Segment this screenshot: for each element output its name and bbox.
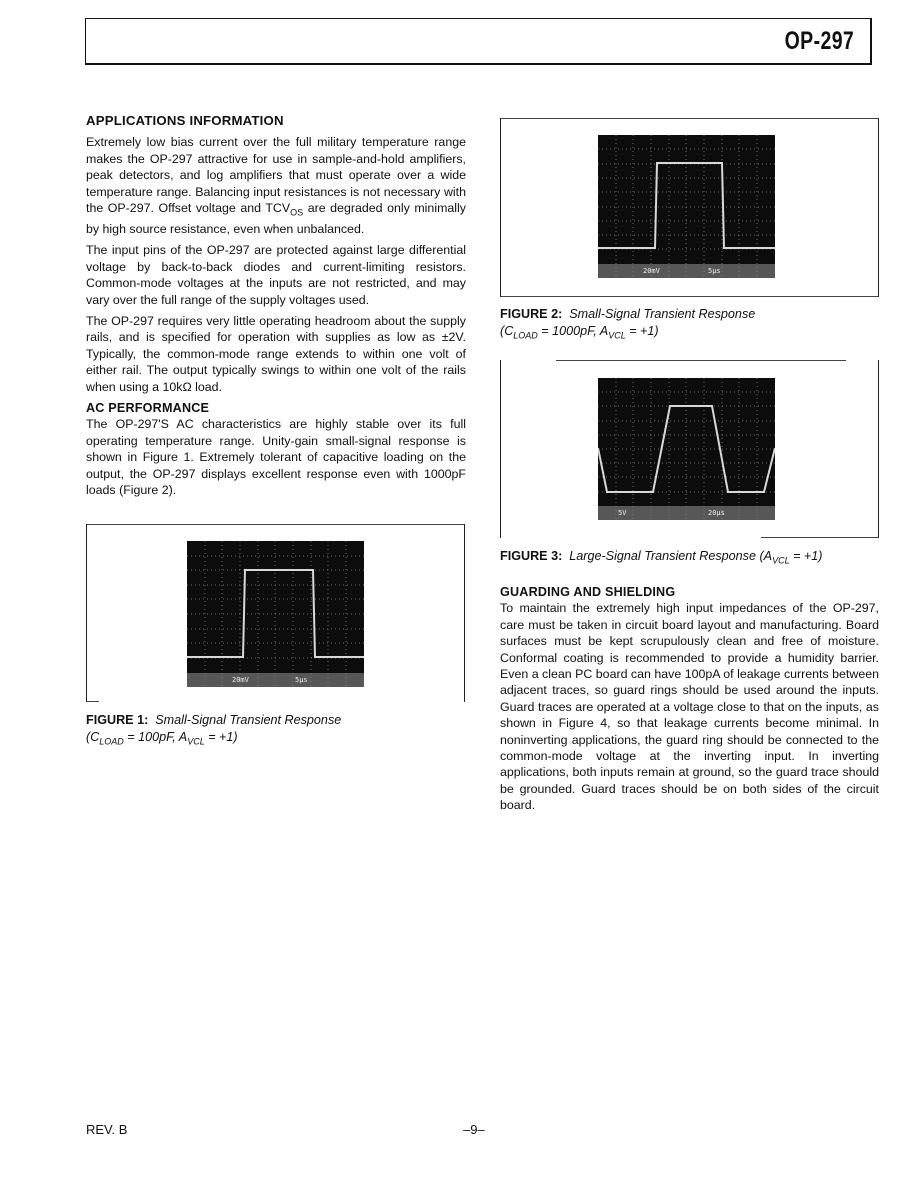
figure-1-cond: (C	[86, 730, 100, 744]
figure-1-cond: = +1)	[204, 730, 238, 744]
figure-1-caption	[86, 712, 466, 751]
figure-1-frame	[86, 524, 465, 702]
figure-3-label: FIGURE 3:	[500, 549, 563, 563]
revision-label: REV. B	[86, 1122, 128, 1137]
figure-2-caption	[500, 306, 879, 345]
svg-text:20mV: 20mV	[643, 267, 660, 275]
scope-trace	[187, 541, 364, 687]
paragraph-text: are degraded only minimally by high source resistance, even when unbalanced.	[86, 201, 466, 236]
figure-2-cond: = +1)	[625, 324, 659, 338]
figure-1-label: FIGURE 1:	[86, 713, 149, 727]
scope-trace	[598, 135, 775, 278]
paragraph-headroom: The OP-297 requires very little operating headroom about the supply rails, and is specified for operation with supplies as low as ±2V. Typically, the common-mode range extends to within one volt of either rail. The output typically swings to within one volt of the rails when using a 10kΩ load.	[86, 313, 466, 394]
guarding-heading: GUARDING AND SHIELDING	[500, 585, 676, 599]
figure-3-sub: VCL	[772, 555, 790, 566]
paragraph-bias-current	[86, 134, 466, 237]
figure-3-frame	[500, 360, 879, 538]
figure-3-caption	[500, 548, 879, 570]
figure-1-title: Small-Signal Transient Response	[155, 713, 342, 727]
svg-text:20mV: 20mV	[232, 676, 249, 684]
figure-2-title: Small-Signal Transient Response	[569, 307, 756, 321]
ac-performance-heading: AC PERFORMANCE	[86, 400, 210, 415]
right-column	[500, 584, 879, 819]
figure-1-cond: = 100pF, A	[123, 730, 188, 744]
svg-text:5V: 5V	[618, 509, 627, 517]
left-column	[86, 113, 466, 503]
page-number: –9–	[463, 1122, 485, 1137]
figure-1-oscilloscope	[187, 541, 364, 687]
figure-3-oscilloscope	[598, 378, 775, 520]
scope-trace	[598, 378, 775, 520]
svg-text:20µs: 20µs	[708, 509, 725, 517]
paragraph-guarding: To maintain the extremely high input impedances of the OP-297, care must be taken in circuit board layout and manufacturing. Board surfaces must be kept scrupulously clean and free of moisture. Conformal coating is recommended to provide a humidity barrier. Even a clean PC board can have 100pA of leakage currents between adjacent traces, so guard rings should be used around the inputs. Guard traces are operated at a voltage close to that on the inputs, as shown in Figure 4, so that leakage currents become minimal. In noninverting applications, the guard ring should be connected to the common-mode voltage at the inverting input. In inverting applications, both inputs remain at ground, so the guard trace should be grounded. Guard traces should be on both sides of the circuit board.	[500, 601, 879, 813]
svg-text:5µs: 5µs	[708, 267, 721, 275]
figure-2-label: FIGURE 2:	[500, 307, 563, 321]
figure-2-cond: (C	[500, 324, 514, 338]
paragraph-input-protection: The input pins of the OP-297 are protected against large differential voltage by back-to-back diodes and current-limiting resistors. Common-mode voltages at the inputs are not restricted, and may vary over the full range of the supply voltages used.	[86, 243, 466, 307]
figure-2-frame	[500, 118, 879, 297]
figure-2-cond: = 1000pF, A	[537, 324, 609, 338]
subscript-os: OS	[290, 207, 304, 218]
figure-3-cond: = +1)	[789, 549, 823, 563]
figure-3-title: Large-Signal Transient Response (A	[569, 549, 773, 563]
figure-1-sub: VCL	[187, 736, 205, 747]
svg-text:5µs: 5µs	[295, 676, 308, 684]
figure-2-sub: LOAD	[513, 330, 538, 341]
part-number: OP-297	[784, 27, 854, 55]
figure-1-sub: LOAD	[99, 736, 124, 747]
paragraph-text: Extremely low bias current over the full military temperature range makes the OP-297 attractive for use in sample-and-hold amplifiers, peak detectors, and log amplifiers that must operate over a wide temperature range. Balancing input resistances is not necessary with the OP-297. Offset voltage and TCV	[86, 135, 466, 216]
figure-2-sub: VCL	[608, 330, 626, 341]
figure-2-oscilloscope	[598, 135, 775, 278]
header-box	[85, 18, 872, 65]
paragraph-ac-performance: The OP-297'S AC characteristics are highly stable over its full operating temperature range. Unity-gain small-signal response is shown in Figure 1. Extremely tolerant of capacitive loading on the output, the OP-297 displays excellent response even with 1000pF loads (Figure 2).	[86, 417, 466, 497]
applications-heading: APPLICATIONS INFORMATION	[86, 113, 284, 128]
